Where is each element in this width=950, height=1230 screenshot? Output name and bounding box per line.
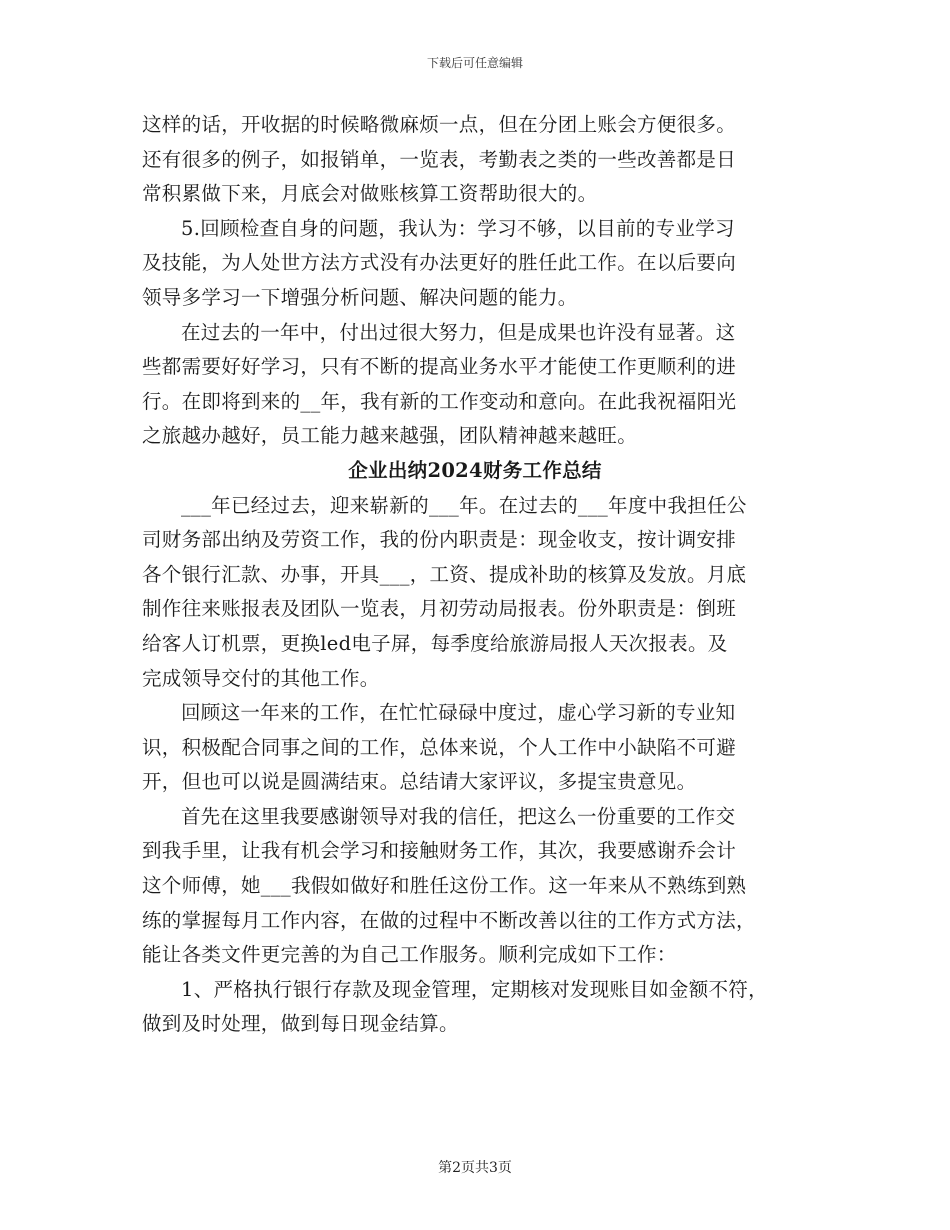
paragraph: ___年已经过去，迎来崭新的___年。在过去的___年度中我担任公 司财务部出纳及劳资工作，我的份内职责是：现金收支，按计调安排 各个银行汇款、办事，开具___，工资、提成补助的核算及发放。月底 制作往来账报表及团队一览表，月初劳动局报表。份外职责是：倒班 给客人订机票，更换led电子屏，每季度给旅游局报人天次报表。及 完成领导交付的其他工作。 [142,493,747,690]
section-title: 企业出纳2024财务工作总结 [348,458,602,482]
paragraph: 回顾这一年来的工作，在忙忙碌碌中度过，虚心学习新的专业知 识，积极配合同事之间的工作，总体来说，个人工作中小缺陷不可避 开，但也可以说是圆满结束。总结请大家评议，多提宝贵意见。 [142,701,737,794]
document-body [142,108,808,1042]
paragraph: 这样的话，开收据的时候略微麻烦一点，但在分团上账会方便很多。 还有很多的例子，如报销单，一览表，考勤表之类的一些改善都是日 常积累做下来，月底会对做账核算工资帮助很大的。 [142,113,737,206]
page-header: 下载后可任意编辑 [426,56,523,70]
paragraph: 1、严格执行银行存款及现金管理，定期核对发现账目如金额不符， 做到及时处理，做到每日现金结算。 [142,977,768,1036]
paragraph: 5.回顾检查自身的问题，我认为：学习不够，以目前的专业学习 及技能，为人处世方法方式没有办法更好的胜任此工作。在以后要向 领导多学习一下增强分析问题、解决问题的能力。 [142,216,737,309]
page-footer: 第2页共3页 [438,1160,512,1176]
paragraph: 在过去的一年中，付出过很大努力，但是成果也许没有显著。这 些都需要好好学习，只有不断的提高业务水平才能使工作更顺利的进 行。在即将到来的__年，我有新的工作变动和意向。在此我祝福阳光 之旅越办越好，员工能力越来越强，团队精神越来越旺。 [142,320,737,448]
paragraph: 首先在这里我要感谢领导对我的信任，把这么一份重要的工作交 到我手里，让我有机会学习和接触财务工作，其次，我要感谢乔会计 这个师傅，她___我假如做好和胜任这份工作。这一年来从不熟练到熟 练的掌握每月工作内容，在做的过程中不断改善以往的工作方式方法， 能让各类文件更完善的为自己工作服务。顺利完成如下工作： [142,804,756,967]
